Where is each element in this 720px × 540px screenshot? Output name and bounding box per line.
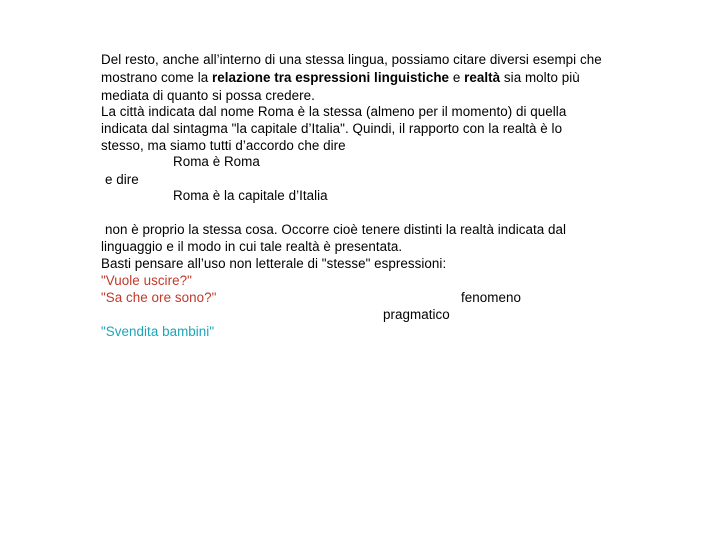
paragraph4: Basti pensare all’uso non letterale di "stesse" espressioni: [101,256,447,271]
paragraph3-line2: linguaggio e il modo in cui tale realtà è presentata. [101,239,403,254]
connector-e-dire: e dire [105,172,139,187]
paragraph1-line2-mid: e [449,70,465,85]
paragraph1-line1: Del resto, anche all’interno di una stessa lingua, possiamo citare diversi esempi che [101,52,602,67]
paragraph1-line2 [101,69,580,86]
example-roma-roma: Roma è Roma [173,154,260,169]
label-fenomeno: fenomeno [461,290,521,305]
paragraph2-line2: indicata dal sintagma "la capitale d’Italia". Quindi, il rapporto con la realtà è lo [101,121,563,136]
bold-realta: realtà [464,70,501,85]
bold-relazione: relazione tra espressioni linguistiche [212,70,450,85]
paragraph1-line3: mediata di quanto si possa credere. [101,88,315,103]
label-pragmatico: pragmatico [383,307,450,322]
example-roma-capitale: Roma è la capitale d’Italia [173,188,328,203]
paragraph2-line3: stesso, ma siamo tutti d’accordo che dire [101,138,346,153]
paragraph1-line2-pre: mostrano come la [101,70,212,85]
quote-svendita-bambini: "Svendita bambini" [101,324,215,339]
paragraph1-line2-post: sia molto più [500,70,580,85]
paragraph3-line1: non è proprio la stessa cosa. Occorre cioè tenere distinti la realtà indicata dal [105,222,567,237]
paragraph2-line1: La città indicata dal nome Roma è la stessa (almeno per il momento) di quella [101,104,567,119]
quote-vuole-uscire: "Vuole uscire?" [101,273,192,288]
quote-sa-che-ore: "Sa che ore sono?" [101,290,217,305]
